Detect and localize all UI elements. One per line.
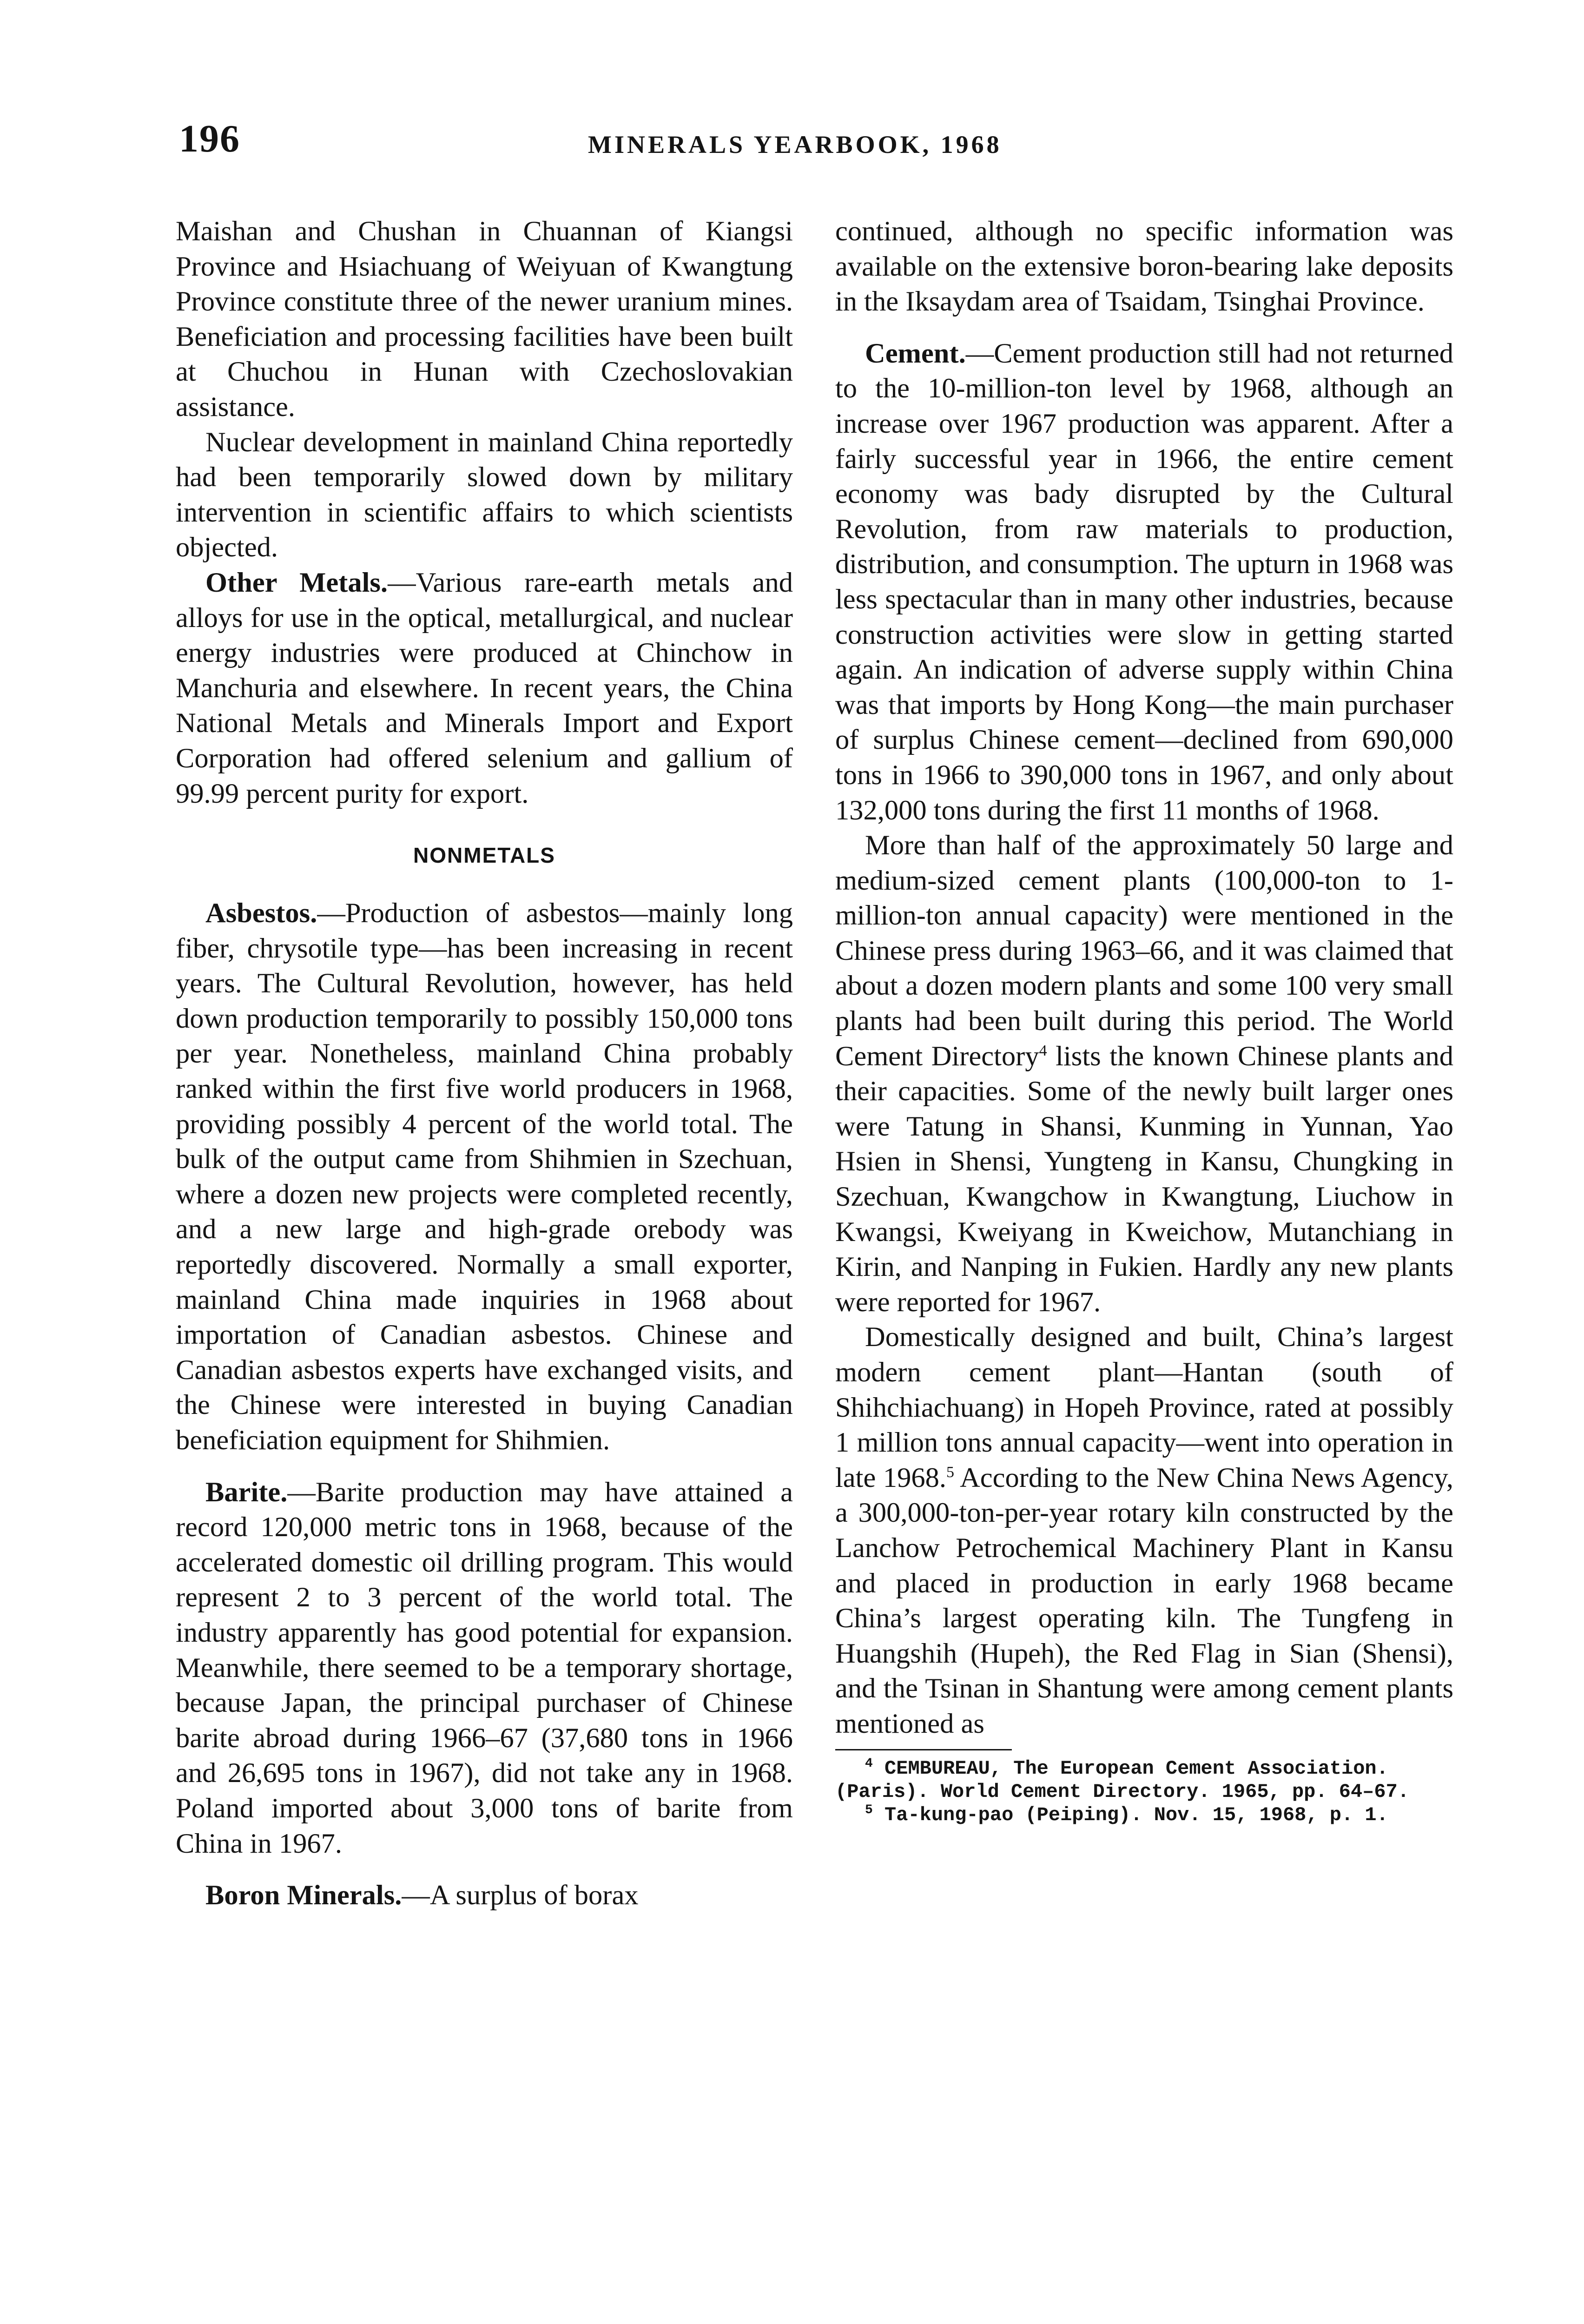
- left-column: [176, 214, 793, 1913]
- hantan-text-a: Domestically designed and built, China’s largest modern cement plant—Hantan (south of Shihchiachuang) in Hopeh Province, rated at possibly 1 million tons annual capacity—went into operation in late 1968.: [835, 1321, 1453, 1493]
- other-metals-heading: Other Metals.: [205, 567, 388, 598]
- page-number: 196: [179, 117, 240, 160]
- footnote-ref-5: 5: [946, 1463, 954, 1481]
- page-header: [179, 116, 1480, 167]
- barite-text: —Barite production may have attained a record 120,000 metric tons in 1968, because of the accelerated domestic oil drilling program. This would represent 2 to 3 percent of the world total. The industry apparently has good potential for expansion. Meanwhile, there seemed to be a temporary shortage, because Japan, the principal purchaser of Chinese barite abroad during 1966–67 (37,680 tons in 1966 and 26,695 tons in 1967), did not take any in 1968. Poland imported about 3,000 tons of barite from China in 1967.: [176, 1476, 793, 1859]
- footnote-ref-4: 4: [1039, 1042, 1047, 1059]
- paragraph-nuclear-development: Nuclear development in mainland China reportedly had been temporarily slowed down by military intervention in scientific affairs to which scientists objected.: [176, 426, 793, 563]
- section-heading-nonmetals: NONMETALS: [413, 843, 555, 868]
- right-column: [835, 214, 1453, 1827]
- footnote-number: 5: [865, 1802, 873, 1817]
- cement-plants-text-a: More than half of the approximately 50 large and medium-sized cement plants (100,000-ton to 1-million-ton annual capacity) were mentioned in the Chinese press during 1963–66, and it was claimed that about a dozen modern plants and some 100 very small plants had been built during this period. The World Cement Directory: [835, 830, 1453, 1072]
- barite-heading: Barite.: [205, 1476, 288, 1508]
- footnote-text: Ta-kung-pao (Peiping). Nov. 15, 1968, p. 1.: [884, 1803, 1388, 1826]
- asbestos-text: —Production of asbestos—mainly long fiber, chrysotile type—has been increasing in recent years. The Cultural Revolution, however, has held down production temporarily to possibly 150,000 tons per year. Nonetheless, mainland China probably ranked within the first five world producers in 1968, providing possibly 4 percent of the world total. The bulk of the output came from Shihmien in Szechuan, where a dozen new projects were completed recently, and a new large and high-grade orebody was reportedly discovered. Normally a small exporter, mainland China made inquiries in 1968 about importation of Canadian asbestos. Chinese and Canadian asbestos experts have exchanged visits, and the Chinese were interested in buying Canadian beneficiation equipment for Shihmien.: [176, 898, 793, 1456]
- paragraph-asbestos: [176, 896, 793, 1458]
- paragraph-cement: [835, 336, 1453, 828]
- footnote-number: 4: [865, 1756, 873, 1771]
- footnote-5: [835, 1803, 1453, 1827]
- paragraph-other-metals: [176, 565, 793, 811]
- other-metals-text: —Various rare-earth metals and alloys for use in the optical, metallurgical, and nuclear energy industries were produced at Chinchow in Manchuria and elsewhere. In recent years, the China National Metals and Minerals Import and Export Corporation had offered selenium and gallium of 99.99 percent purity for export.: [176, 567, 793, 809]
- running-title: MINERALS YEARBOOK, 1968: [588, 131, 1002, 158]
- asbestos-heading: Asbestos.: [205, 898, 317, 929]
- paragraph-barite: [176, 1475, 793, 1862]
- paragraph-boron-continued: continued, although no specific information was available on the extensive boron-bearing lake deposits in the Iksaydam area of Tsaidam, Tsinghai Province.: [835, 216, 1453, 317]
- boron-heading: Boron Minerals.: [205, 1880, 402, 1911]
- footnote-4: [835, 1757, 1453, 1803]
- footnote-rule: [835, 1749, 1012, 1750]
- paragraph-boron-minerals: [176, 1878, 793, 1913]
- cement-heading: Cement.: [865, 337, 966, 369]
- cement-text: —Cement production still had not returned to the 10-million-ton level by 1968, although an increase over 1967 production was apparent. After a fairly successful year in 1966, the entire cement economy was bady disrupted by the Cultural Revolution, from raw materials to production, distribution, and consumption. The upturn in 1968 was less spectacular than in many other industries, because construction activities were slow in getting started again. An indication of adverse supply within China was that imports by Hong Kong—the main purchaser of surplus Chinese cement—declined from 690,000 tons in 1966 to 390,000 tons in 1967, and only about 132,000 tons during the first 11 months of 1968.: [835, 337, 1453, 826]
- footnotes: [835, 1757, 1453, 1827]
- boron-text: —A surplus of borax: [402, 1880, 639, 1911]
- paragraph-uranium-mines: Maishan and Chushan in Chuannan of Kiangsi Province and Hsiachuang of Weiyuan of Kwangtung Province constitute three of the newer uranium mines. Beneficiation and processing facilities have been built at Chuchou in Hunan with Czechoslovakian assistance.: [176, 216, 793, 423]
- paragraph-cement-plants: [835, 828, 1453, 1320]
- cement-plants-text-b: lists the known Chinese plants and their capacities. Some of the newly built larger ones were Tatung in Shansi, Kunming in Yunnan, Yao Hsien in Shensi, Yungteng in Kansu, Chungking in Szechuan, Kwangchow in Kwangtung, Liuchow in Kwangsi, Kweiyang in Kweichow, Mutanchiang in Kirin, and Nanping in Fukien. Hardly any new plants were reported for 1967.: [835, 1040, 1453, 1318]
- paragraph-hantan-plant: [835, 1320, 1453, 1741]
- hantan-text-b: According to the New China News Agency, a 300,000-ton-per-year rotary kiln constructed by the Lanchow Petrochemical Machinery Plant in Kansu and placed in production in early 1968 became China’s largest operating kiln. The Tungfeng in Huangshih (Hupeh), the Red Flag in Sian (Shensi), and the Tsinan in Shantung were among cement plants mentioned as: [835, 1462, 1453, 1739]
- footnote-text: CEMBUREAU, The European Cement Association. (Paris). World Cement Directory. 1965, pp. 64–67.: [835, 1757, 1410, 1803]
